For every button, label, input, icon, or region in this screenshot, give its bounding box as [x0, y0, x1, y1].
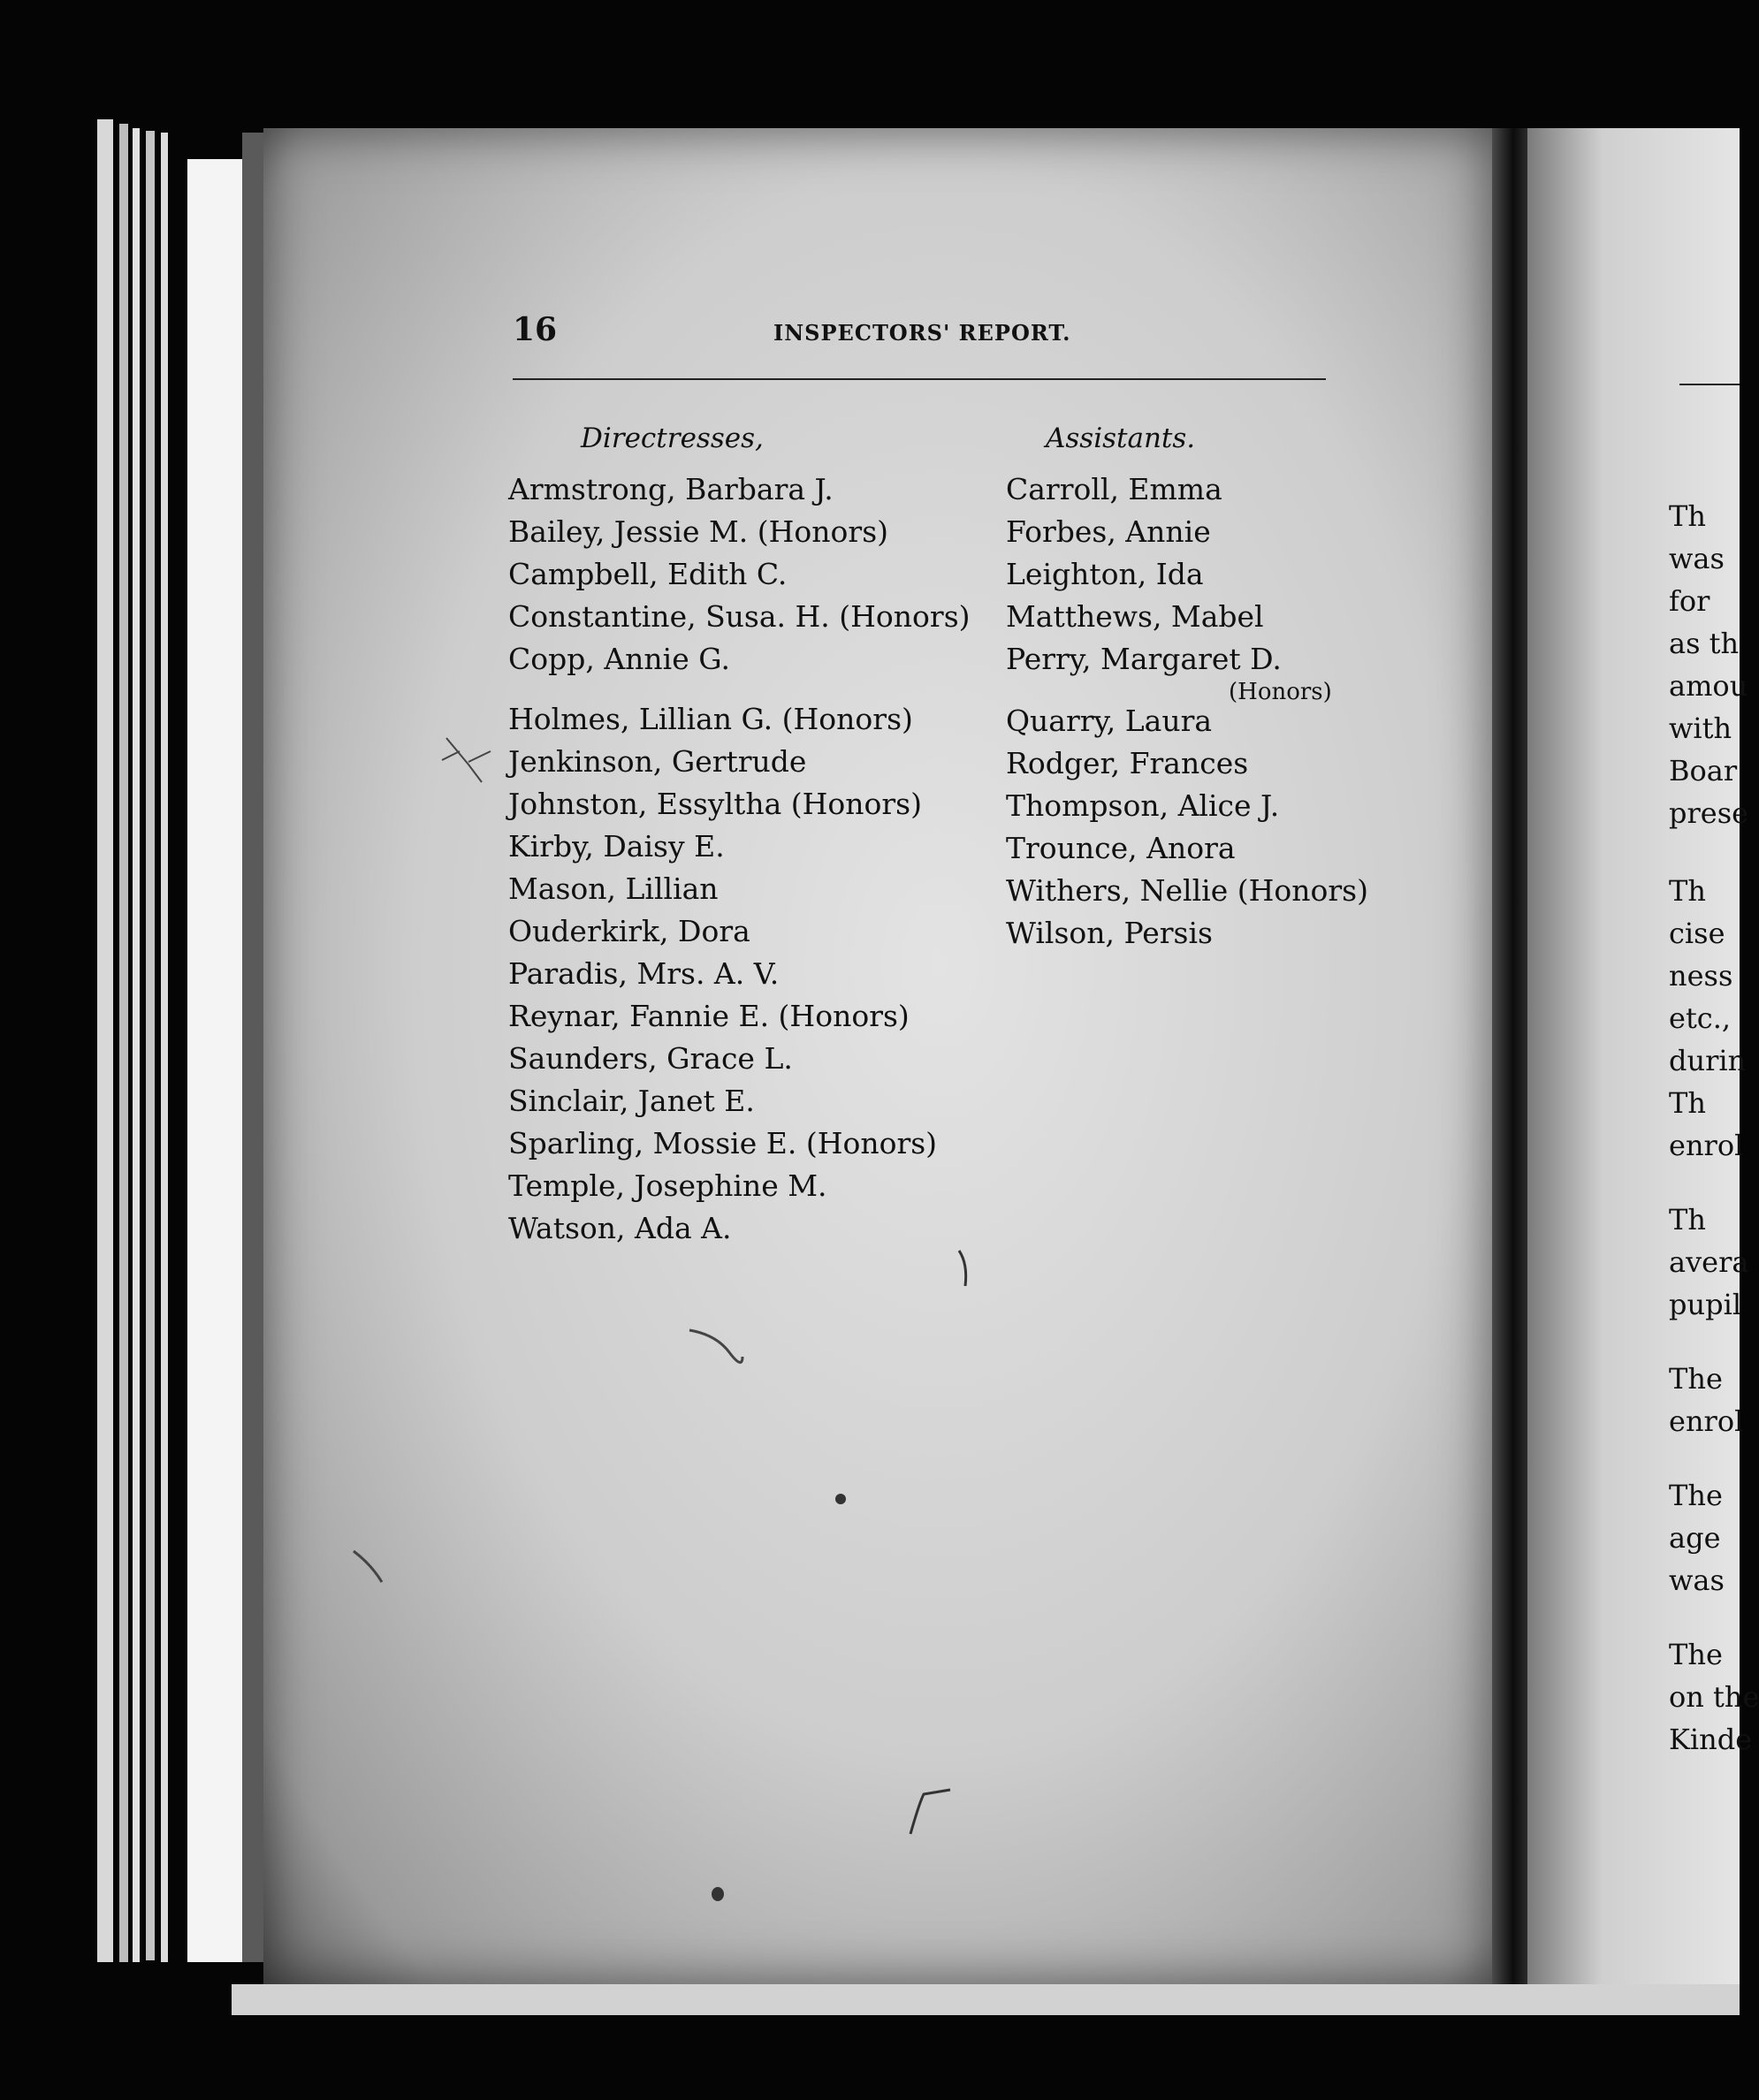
- honors-note: (Honors): [1229, 679, 1332, 705]
- list-item: Trounce, Anora: [1006, 831, 1236, 865]
- facing-line: durin: [1669, 1044, 1747, 1077]
- facing-line: pupil: [1669, 1288, 1742, 1321]
- list-item: Watson, Ada A.: [508, 1211, 732, 1245]
- facing-line: enrol: [1669, 1129, 1744, 1162]
- facing-line: Boar: [1669, 754, 1738, 788]
- list-item: Armstrong, Barbara J.: [508, 472, 834, 506]
- facing-line: Th: [1669, 499, 1706, 533]
- list-item: Mason, Lillian: [508, 871, 719, 906]
- list-item: Campbell, Edith C.: [508, 557, 788, 591]
- list-item: Forbes, Annie: [1006, 514, 1211, 549]
- list-item: Ouderkirk, Dora: [508, 914, 750, 948]
- list-item: Constantine, Susa. H. (Honors): [508, 599, 971, 634]
- page-header-title: INSPECTORS' REPORT.: [773, 320, 1071, 346]
- list-item: Sinclair, Janet E.: [508, 1084, 755, 1118]
- facing-line: ness: [1669, 959, 1733, 993]
- list-item: Perry, Margaret D.: [1006, 642, 1282, 676]
- facing-line: The: [1669, 1479, 1723, 1512]
- facing-line: amou: [1669, 669, 1748, 703]
- list-item: Sparling, Mossie E. (Honors): [508, 1126, 938, 1160]
- list-item: Quarry, Laura: [1006, 704, 1213, 738]
- facing-line: Th: [1669, 1203, 1706, 1236]
- list-item: Holmes, Lillian G. (Honors): [508, 702, 913, 736]
- list-item: Johnston, Essyltha (Honors): [508, 787, 922, 821]
- list-item: Bailey, Jessie M. (Honors): [508, 514, 888, 549]
- list-item: Paradis, Mrs. A. V.: [508, 956, 780, 991]
- list-item: Jenkinson, Gertrude: [508, 744, 807, 779]
- list-item: Wilson, Persis: [1006, 916, 1213, 950]
- list-item: Reynar, Fannie E. (Honors): [508, 999, 910, 1033]
- list-item: Temple, Josephine M.: [508, 1168, 827, 1203]
- facing-line: with: [1669, 711, 1732, 745]
- facing-line: The: [1669, 1362, 1723, 1396]
- facing-line: Kinde: [1669, 1723, 1753, 1756]
- list-item: Rodger, Frances: [1006, 746, 1249, 780]
- facing-line: was: [1669, 1564, 1725, 1597]
- list-item: Leighton, Ida: [1006, 557, 1204, 591]
- list-item: Carroll, Emma: [1006, 472, 1222, 506]
- facing-line: etc.,: [1669, 1001, 1732, 1035]
- facing-line: as th: [1669, 627, 1740, 660]
- page-number: 16: [513, 311, 558, 348]
- facing-line: cise: [1669, 917, 1725, 950]
- facing-line: on the: [1669, 1680, 1759, 1714]
- list-item: Saunders, Grace L.: [508, 1041, 793, 1076]
- list-item: Copp, Annie G.: [508, 642, 730, 676]
- list-item: Kirby, Daisy E.: [508, 829, 725, 864]
- facing-line: Th: [1669, 874, 1706, 908]
- directresses-heading: Directresses,: [581, 422, 764, 454]
- list-item: Matthews, Mabel: [1006, 599, 1264, 634]
- facing-line: prese: [1669, 796, 1749, 830]
- list-item: Thompson, Alice J.: [1006, 788, 1280, 823]
- facing-line: for: [1669, 584, 1710, 618]
- facing-line: avera: [1669, 1245, 1749, 1279]
- facing-line: was: [1669, 542, 1725, 575]
- list-item: Withers, Nellie (Honors): [1006, 873, 1368, 908]
- facing-line: Th: [1669, 1086, 1706, 1120]
- facing-line: age: [1669, 1521, 1721, 1555]
- assistants-heading: Assistants.: [1046, 422, 1196, 454]
- facing-line: enrol: [1669, 1404, 1744, 1438]
- facing-line: The: [1669, 1638, 1723, 1671]
